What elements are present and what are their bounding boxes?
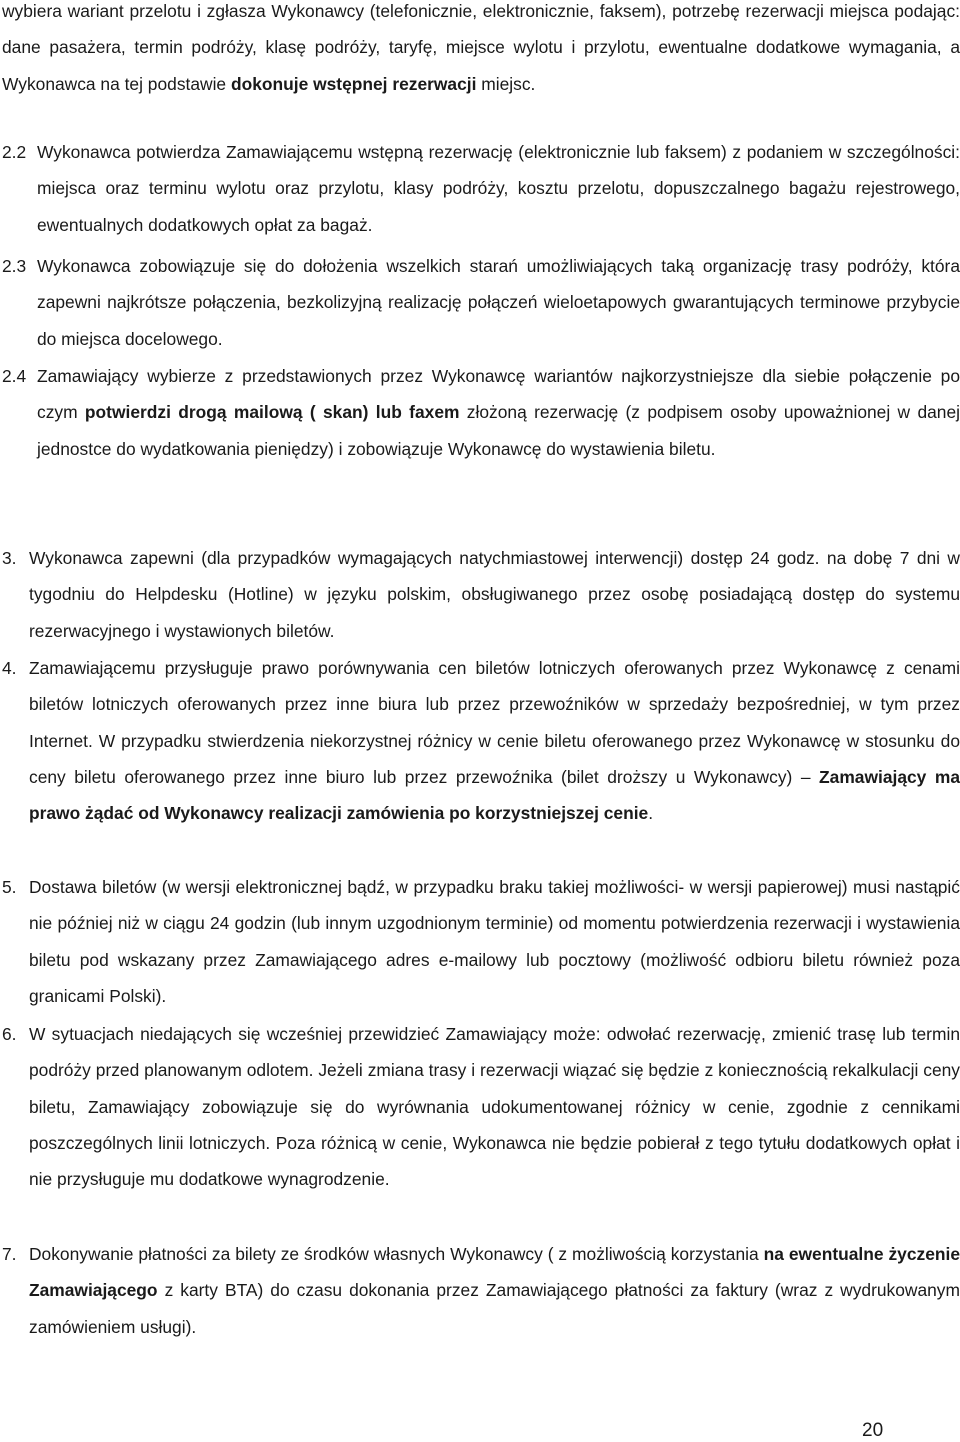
item-number: 4. <box>2 658 17 678</box>
item-text: W sytuacjach niedających się wcześniej przewidzieć Zamawiający może: odwołać rezerwację, zmienić trasę lub termin podróży przed planowanym odlotem. Jeżeli zmiana trasy i rezerwacji wiązać się będzie z koniecznością rekalkulacji ceny biletu, Zamawiający zobowiązuje się do wyrównania udokumentowanej różnicy w cenie, zgodnie z cennikami poszczególnych linii lotniczych. Poza różnicą w cenie, Wykonawca nie będzie pobierał z tego tytułu dodatkowych opłat i nie przysługuje mu dodatkowe wynagrodzenie. <box>29 1024 960 1190</box>
item-number: 5. <box>2 877 17 897</box>
item-number: 7. <box>2 1244 17 1264</box>
subsection-2-3 <box>2 248 960 358</box>
subsection-number: 2.4 <box>2 366 27 386</box>
subsection-number: 2.2 <box>2 142 27 162</box>
list-item-7 <box>2 1236 960 1346</box>
bold-text: dokonuje wstępnej rezerwacji <box>230 73 477 94</box>
list-item-5 <box>2 869 960 1019</box>
item-number: 3. <box>2 548 17 568</box>
paragraph-text: złożoną rezerwację (z podpisem osoby upoważnionej w danej jednostce do wydatkowania pieniędzy) i zobowiązuje Wykonawcę do wystawienia biletu. <box>37 402 960 459</box>
item-text <box>29 650 960 831</box>
paragraph-text: Zamawiający wybierze z przedstawionych przez Wykonawcę wariantów najkorzystniejsze dla siebie połączenie po czym <box>37 366 960 423</box>
subsection-2-2 <box>2 134 960 244</box>
paragraph-text: Dokonywanie płatności za bilety ze środków własnych Wykonawcy ( z możliwością korzystania <box>29 1244 764 1264</box>
subsection-number: 2.3 <box>2 256 27 276</box>
paragraph-text: wybiera wariant przelotu i zgłasza Wykonawcy (telefonicznie, elektronicznie, faksem), potrzebę rezerwacji miejsca podając: dane pasażera, termin podróży, klasę podróży, taryfę, miejsce wylotu i przylotu, ewentualne dodatkowe wymagania, a Wykonawca na tej podstawie <box>2 1 960 94</box>
item-text <box>29 1236 960 1345</box>
paragraph-text: . <box>648 803 654 824</box>
page-number: 20 <box>862 1420 884 1441</box>
bold-text: Zamawiający ma prawo żądać od Wykonawcy realizacji zamówienia po korzystniejszej cenie <box>29 766 960 824</box>
subsection-2-4 <box>2 358 960 508</box>
paragraph-text: Zamawiającemu przysługuje prawo porównywania cen biletów lotniczych oferowanych przez Wykonawcę z cenami biletów lotniczych oferowanych przez inne biura lub przez przewoźników w sprzedaży bezpośredniej, w tym przez Internet. W przypadku stwierdzenia niekorzystnej różnicy w cenie biletu oferowanego przez Wykonawcę w stosunku do ceny biletu oferowanego przez inne biuro lub przez przewoźnika (bilet droższy u Wykonawcy) – <box>29 658 960 787</box>
subsection-text: Wykonawca zobowiązuje się do dołożenia wszelkich starań umożliwiających taką organizację trasy podróży, która zapewni najkrótsze połączenia, bezkolizyjną realizację połączeń wieloetapowych gwarantujących terminowe przybycie do miejsca docelowego. <box>37 256 960 349</box>
bold-text: potwierdzi drogą mailową ( skan) lub faxem <box>84 402 460 423</box>
list-item-6 <box>2 1016 960 1236</box>
list-item-4 <box>2 650 960 870</box>
item-text: Dostawa biletów (w wersji elektronicznej bądź, w przypadku braku takiej możliwości- w wersji papierowej) musi nastąpić nie później niż w ciągu 24 godzin (lub innym uzgodnionym terminie) od momentu potwierdzenia rezerwacji i wystawienia biletu pod wskazany przez Zamawiającego adres e-mailowy lub pocztowy (możliwość odbioru biletu również poza granicami Polski). <box>29 877 960 1006</box>
paragraph-intro <box>2 0 960 102</box>
bold-text: na ewentualne życzenie Zamawiającego <box>29 1244 960 1301</box>
item-text: Wykonawca zapewni (dla przypadków wymagających natychmiastowej interwencji) dostęp 24 godz. na dobę 7 dni w tygodniu do Helpdesku (Hotline) w języku polskim, obsługiwanego przez osobę posiadającą dostęp do systemu rezerwacyjnego i wystawionych biletów. <box>29 548 960 641</box>
subsection-text: Wykonawca potwierdza Zamawiającemu wstępną rezerwację (elektronicznie lub faksem) z podaniem w szczególności: miejsca oraz terminu wylotu oraz przylotu, klasy podróży, kosztu przelotu, dopuszczalnego bagażu rejestrowego, ewentualnych dodatkowych opłat za bagaż. <box>37 142 960 235</box>
list-item-3 <box>2 540 960 650</box>
item-number: 6. <box>2 1024 17 1044</box>
paragraph-text: z karty BTA) do czasu dokonania przez Zamawiającego płatności za faktury (wraz z wydrukowanym zamówieniem usługi). <box>29 1280 960 1337</box>
paragraph-text: miejsc. <box>476 73 536 94</box>
subsection-text <box>37 358 960 467</box>
